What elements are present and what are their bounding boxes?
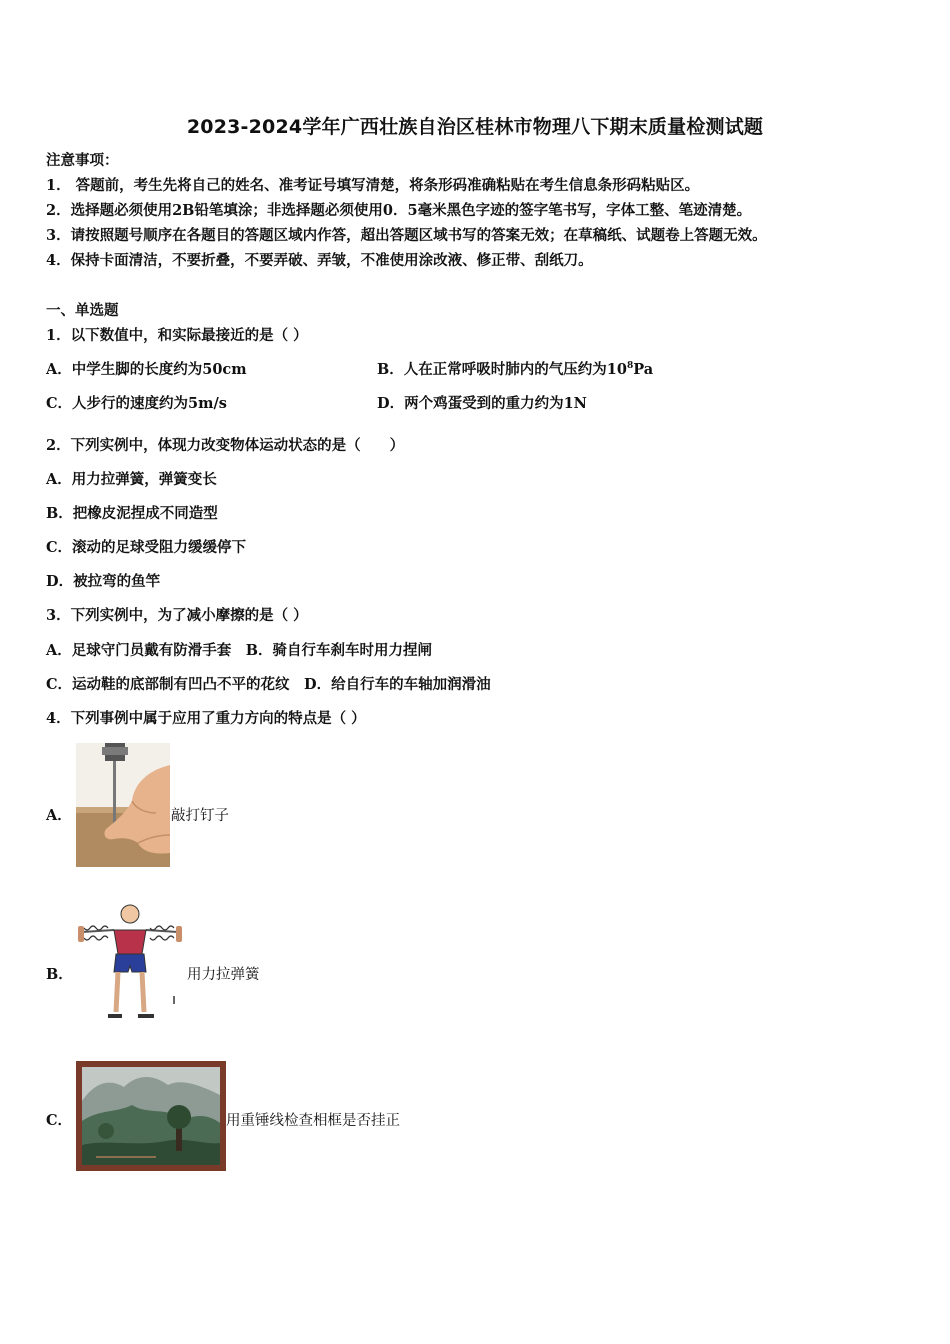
q3-stem: 3．下列实例中，为了减小摩擦的是（ ） <box>46 607 308 624</box>
nail-hammer-image <box>76 743 170 867</box>
q1-option-b-text: B．人在正常呼吸时肺内的气压约为10 <box>377 361 627 378</box>
spring-stretch-image <box>74 900 186 1036</box>
q1-option-b-exponent: 8 <box>626 361 634 371</box>
page-title: 2023-2024学年广西壮族自治区桂林市物理八下期末质量检测试题 <box>186 116 764 138</box>
notice-item: 2．选择题必须使用2B铅笔填涂；非选择题必须使用0．5毫米黑色字迹的签字笔书写，字体工整、笔迹清楚。 <box>46 202 752 219</box>
q2-option-d: D．被拉弯的鱼竿 <box>46 573 161 590</box>
q1-option-b-unit: Pa <box>633 361 654 378</box>
picture-frame-image <box>76 1061 226 1171</box>
q2-option-c: C．滚动的足球受阻力缓缓停下 <box>46 539 247 556</box>
notice-heading: 注意事项： <box>46 152 119 169</box>
q1-option-c: C．人步行的速度约为5m/s <box>46 395 227 412</box>
q4-stem: 4．下列事例中属于应用了重力方向的特点是（ ） <box>46 710 366 727</box>
notice-item: 4．保持卡面清洁，不要折叠，不要弄破、弄皱，不准使用涂改液、修正带、刮纸刀。 <box>46 252 593 269</box>
q4-option-b-label: B． <box>46 966 73 983</box>
q1-option-a: A．中学生脚的长度约为50cm <box>46 361 247 378</box>
q4-option-a-label: A． <box>46 807 72 824</box>
q4-option-b-text: 用力拉弹簧 <box>187 967 260 983</box>
notice-item: 1． 答题前，考生先将自己的姓名、准考证号填写清楚，将条形码准确粘贴在考生信息条形码粘贴区。 <box>46 177 700 194</box>
q2-stem: 2．下列实例中，体现力改变物体运动状态的是（ ） <box>46 437 405 454</box>
q2-option-b: B．把橡皮泥捏成不同造型 <box>46 505 218 522</box>
q1-option-d: D．两个鸡蛋受到的重力约为1N <box>377 395 587 412</box>
q4-option-a-text: 敲打钉子 <box>171 808 229 824</box>
q1-option-b <box>377 360 653 380</box>
q3-options-ab: A．足球守门员戴有防滑手套 B．骑自行车刹车时用力捏闸 <box>46 642 433 659</box>
q4-option-c-label: C． <box>46 1112 73 1129</box>
q1-stem: 1．以下数值中，和实际最接近的是（ ） <box>46 327 308 344</box>
notice-item: 3．请按照题号顺序在各题目的答题区域内作答，超出答题区域书写的答案无效；在草稿纸、试题卷上答题无效。 <box>46 227 767 244</box>
section-heading: 一、单选题 <box>46 302 119 319</box>
q3-options-cd: C．运动鞋的底部制有凹凸不平的花纹 D．给自行车的车轴加润滑油 <box>46 676 491 693</box>
q2-option-a: A．用力拉弹簧，弹簧变长 <box>46 471 217 488</box>
q4-option-c-text: 用重锤线检查相框是否挂正 <box>226 1113 400 1129</box>
